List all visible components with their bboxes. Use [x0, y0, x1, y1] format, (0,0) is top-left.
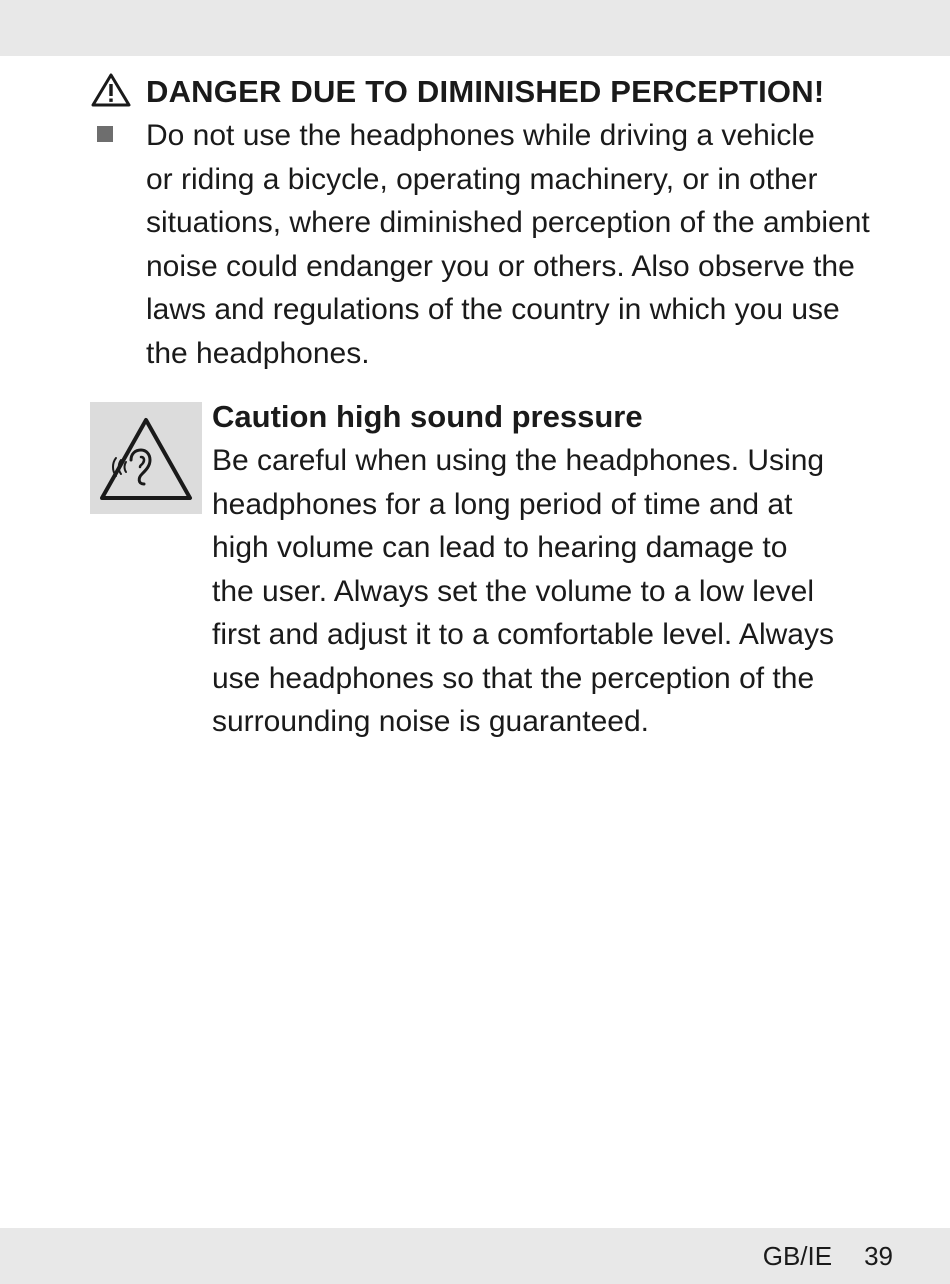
danger-line: situations, where diminished perception of the ambient: [146, 206, 870, 239]
danger-heading: DANGER DUE TO DIMINISHED PERCEPTION!: [146, 74, 825, 109]
danger-line: the headphones.: [146, 336, 370, 370]
danger-paragraph: [146, 114, 906, 375]
square-bullet-icon: [97, 126, 113, 142]
page-number: 39: [864, 1241, 893, 1271]
danger-line: noise could endanger you or others. Also observe the: [146, 249, 855, 283]
caution-line: headphones for a long period of time and at: [212, 487, 793, 521]
caution-line: surrounding noise is guaranteed.: [212, 705, 649, 738]
caution-heading: Caution high sound pressure: [212, 399, 643, 434]
caution-paragraph: [212, 439, 912, 744]
hearing-warning-icon: [90, 402, 202, 514]
danger-line: Do not use the headphones while driving a vehicle: [146, 119, 815, 152]
caution-line: use headphones so that the perception of the: [212, 661, 815, 695]
caution-line: the user. Always set the volume to a low level: [212, 574, 814, 608]
caution-line: Be careful when using the headphones. Using: [212, 444, 825, 477]
footer-region: GB/IE: [762, 1241, 833, 1271]
danger-line: laws and regulations of the country in which you use: [146, 293, 840, 326]
warning-triangle-icon: [90, 72, 132, 108]
caution-line: first and adjust it to a comfortable level. Always: [212, 618, 834, 651]
danger-line: or riding a bicycle, operating machinery, or in other: [146, 162, 818, 196]
caution-line: high volume can lead to hearing damage to: [212, 531, 788, 564]
top-margin-band: [0, 0, 950, 56]
page-footer: [763, 1236, 893, 1276]
